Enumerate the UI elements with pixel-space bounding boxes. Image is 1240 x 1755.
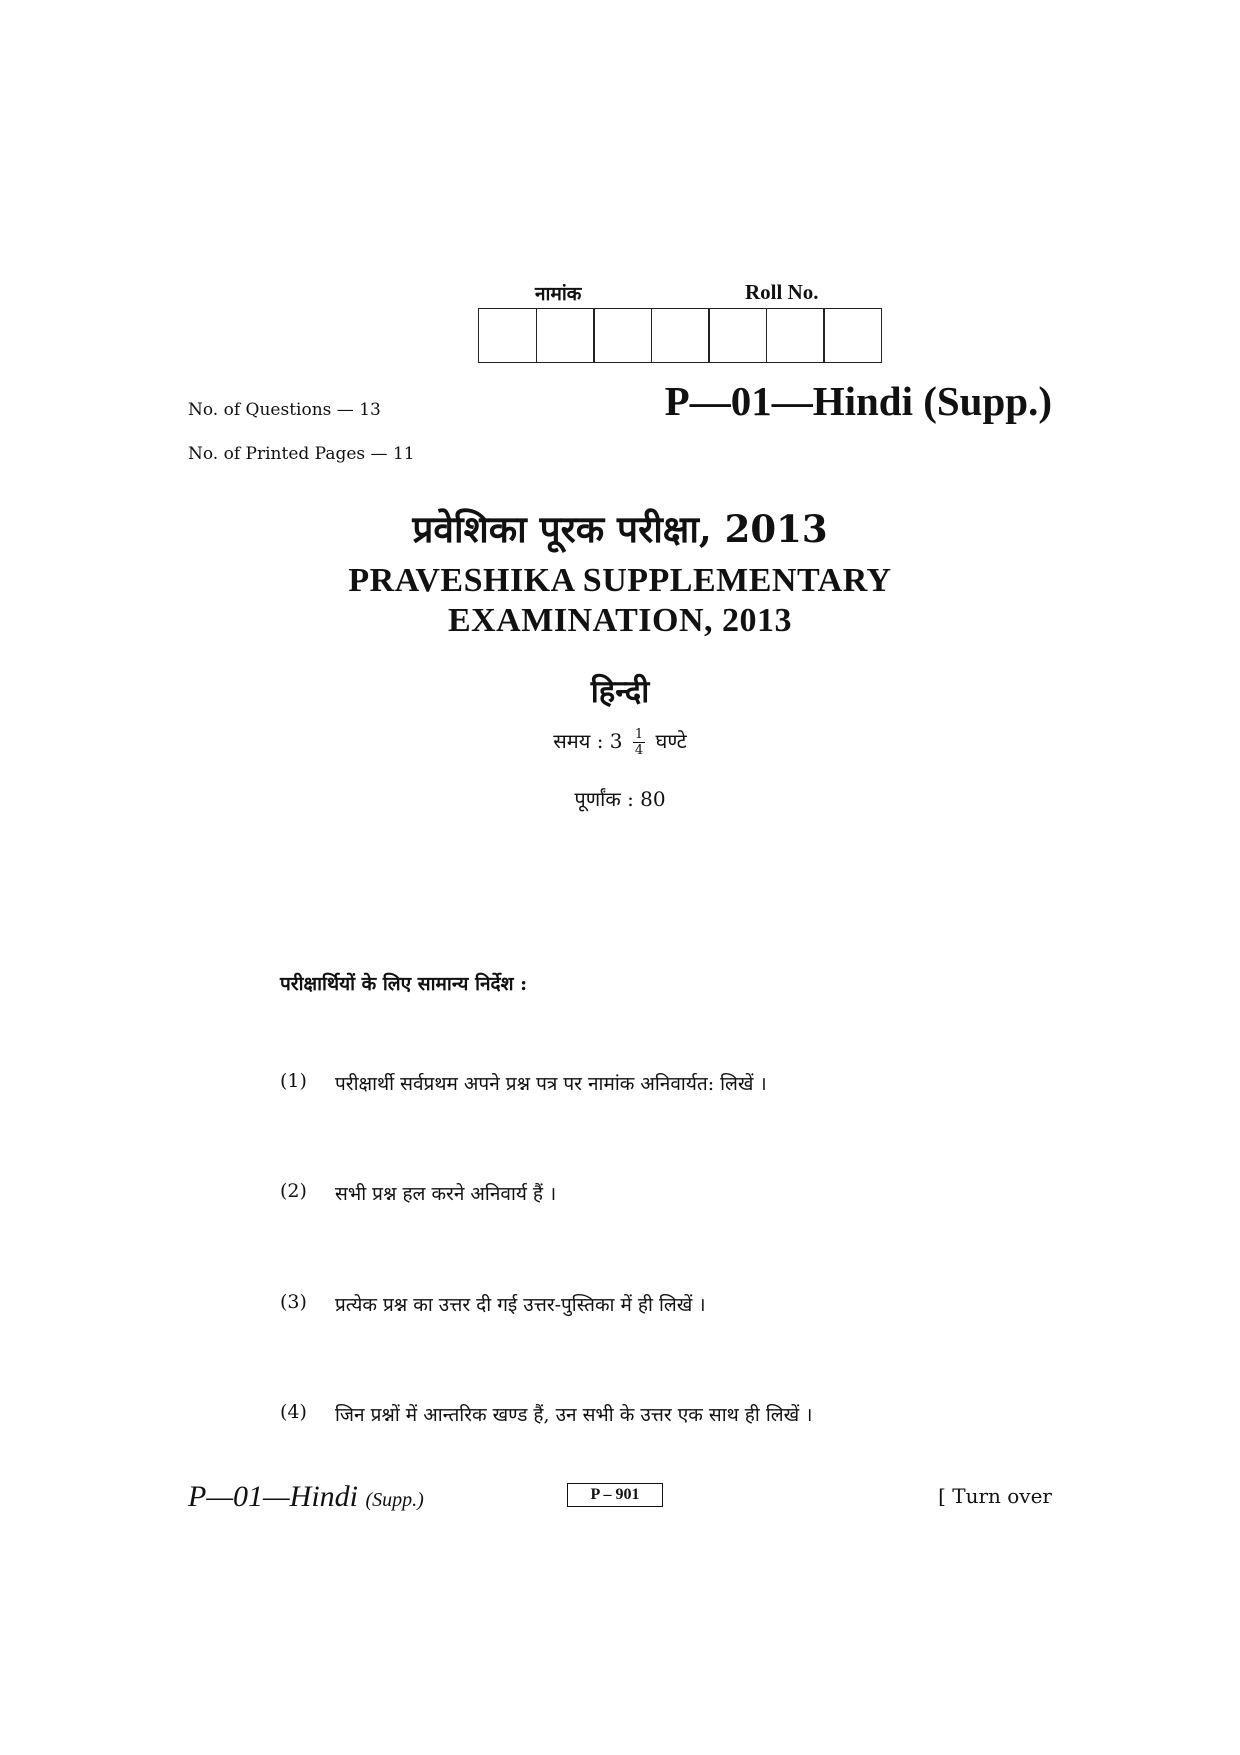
roll-number-boxes [478,308,881,363]
instruction-text: प्रत्येक प्रश्न का उत्तर दी गई उत्तर-पुस्तिका में ही लिखें । [335,1294,706,1316]
instruction-item [280,1291,706,1317]
roll-box [536,308,595,363]
time-label: समय : 3 [553,729,623,753]
instruction-item [280,1401,812,1427]
instruction-number: (3) [280,1291,307,1313]
subject-title: हिन्दी [590,674,650,710]
footer-paper-code [188,1480,424,1514]
time-unit: घण्टे [655,729,687,753]
roll-box [766,308,825,363]
footer-code-main: P—01—Hindi [188,1480,359,1513]
paper-code-title: P—01—Hindi (Supp.) [664,378,1052,424]
footer-page-code: P – 901 [567,1483,663,1507]
instruction-number: (4) [280,1401,307,1423]
instruction-text: सभी प्रश्न हल करने अनिवार्य हैं । [335,1183,557,1205]
instruction-item [280,1180,556,1206]
footer-code-supp: (Supp.) [365,1489,424,1511]
instructions-heading: परीक्षार्थियों के लिए सामान्य निर्देश : [280,973,528,995]
exam-title-english-line2: EXAMINATION, 2013 [447,602,793,639]
instruction-text: परीक्षार्थी सर्वप्रथम अपने प्रश्न पत्र पर नामांक अनिवार्यत: लिखें । [335,1073,767,1095]
roll-box [651,308,710,363]
instruction-number: (1) [280,1070,307,1092]
roll-box [593,308,652,363]
total-marks: पूर्णांक : 80 [574,787,666,811]
fraction-numerator: 1 [634,727,644,742]
roll-label-hindi: नामांक [535,283,582,305]
number-of-pages: No. of Printed Pages — 11 [188,444,415,464]
instruction-number: (2) [280,1180,307,1202]
fraction-denominator: 4 [634,743,644,758]
roll-box [823,308,882,363]
roll-box [708,308,767,363]
number-of-questions: No. of Questions — 13 [188,400,381,420]
time-fraction [633,728,645,757]
roll-label-english: Roll No. [745,280,819,304]
roll-box [478,308,537,363]
instruction-item [280,1070,767,1096]
exam-duration [0,727,1240,757]
exam-title-hindi: प्रवेशिका पूरक परीक्षा, 2013 [412,507,828,551]
exam-title-english-line1: PRAVESHIKA SUPPLEMENTARY [348,562,892,599]
instruction-text: जिन प्रश्नों में आन्तरिक खण्ड हैं, उन सभी के उत्तर एक साथ ही लिखें । [335,1404,813,1426]
turn-over-note: [ Turn over [938,1484,1052,1508]
